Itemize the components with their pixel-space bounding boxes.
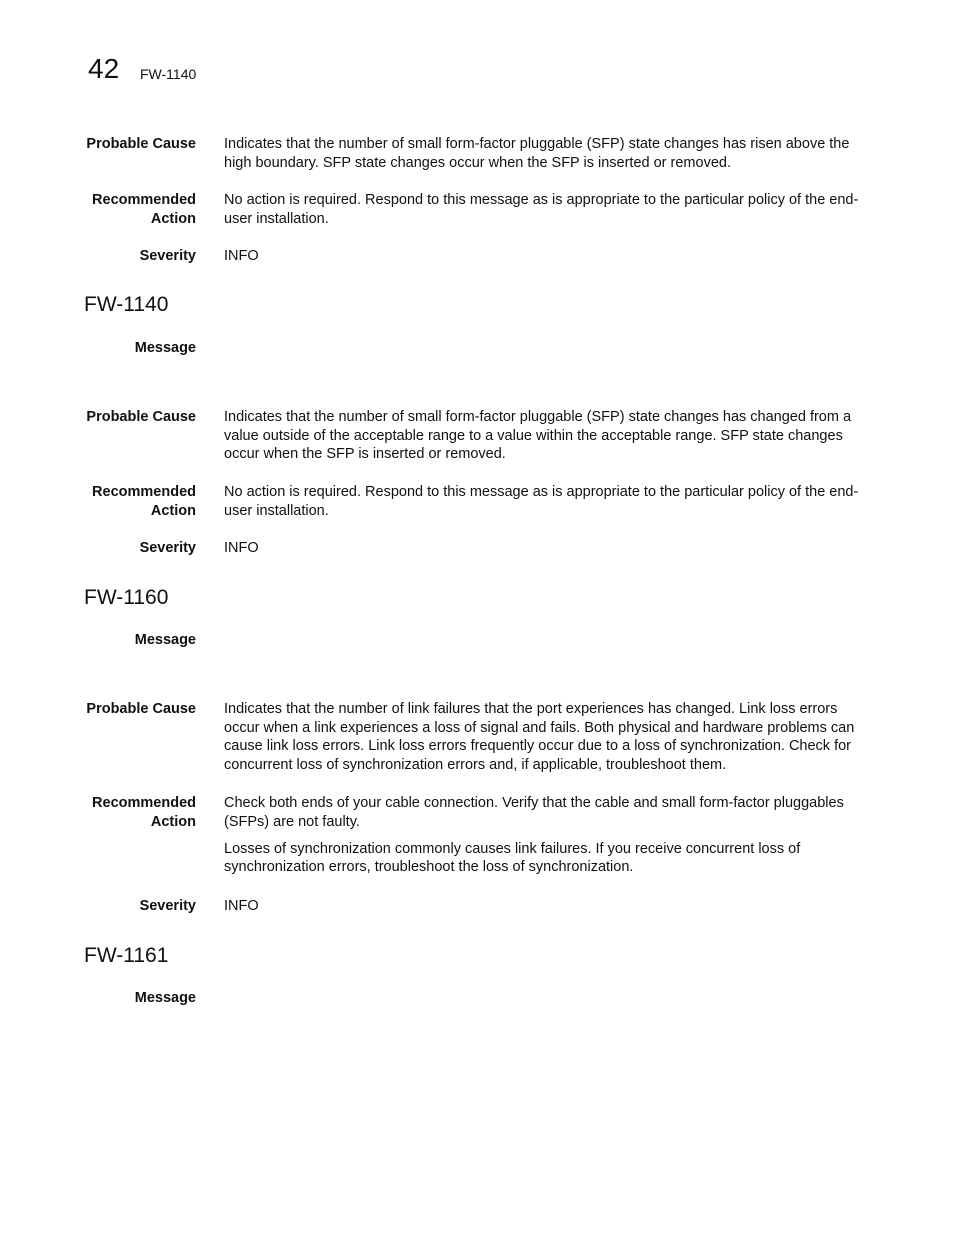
probable-cause-label: Probable Cause: [86, 409, 196, 425]
message-label: Message: [134, 632, 196, 648]
severity-label: Severity: [139, 248, 196, 264]
probable-cause-label: Probable Cause: [86, 701, 196, 717]
recommended-action-text: No action is required. Respond to this message as is appropriate to the particular policy of the end-user installation.: [224, 484, 859, 519]
probable-cause-text: Indicates that the number of small form-factor pluggable (SFP) state changes has risen above the high boundary. SFP state changes occur when the SFP is inserted or removed.: [224, 136, 850, 171]
severity-value: INFO: [224, 540, 259, 556]
recommended-action-label: Recommended Action: [92, 795, 196, 830]
probable-cause-text: Indicates that the number of small form-factor pluggable (SFP) state changes has changed from a value outside of the acceptable range to a value within the acceptable range. SFP state changes occur when the SFP is inserted or removed.: [224, 409, 852, 463]
message-label: Message: [134, 990, 196, 1006]
severity-label: Severity: [139, 898, 196, 914]
recommended-action-label: Recommended Action: [92, 484, 196, 519]
recommended-action-paragraph: Losses of synchronization commonly causes link failures. If you receive concurrent loss of synchronization errors, troubleshoot the loss of synchronization.: [224, 840, 801, 876]
section-title-fw-1161: FW-1161: [84, 944, 169, 967]
running-title: FW-1140: [140, 66, 197, 82]
recommended-action-paragraph: Check both ends of your cable connection. Verify that the cable and small form-factor pluggables (SFPs) are not faulty.: [224, 795, 844, 830]
recommended-action-text: [224, 794, 874, 877]
probable-cause-text: Indicates that the number of link failures that the port experiences has changed. Link loss errors occur when a link experiences a loss of signal and fails. Both physical and hardware problems can cause link loss errors. Link loss errors frequently occur due to a loss of synchronization. Check for concurrent loss of synchronization errors and, if applicable, troubleshoot them.: [224, 701, 855, 773]
recommended-action-text: No action is required. Respond to this message as is appropriate to the particular policy of the end-user installation.: [224, 192, 859, 227]
section-title-fw-1160: FW-1160: [84, 586, 169, 609]
recommended-action-label: Recommended Action: [92, 192, 196, 227]
message-label: Message: [134, 340, 196, 356]
severity-label: Severity: [139, 540, 196, 556]
page-number: 42: [88, 53, 120, 84]
severity-value: INFO: [224, 898, 259, 914]
probable-cause-label: Probable Cause: [86, 136, 196, 152]
severity-value: INFO: [224, 248, 259, 264]
section-title-fw-1140: FW-1140: [84, 293, 169, 316]
